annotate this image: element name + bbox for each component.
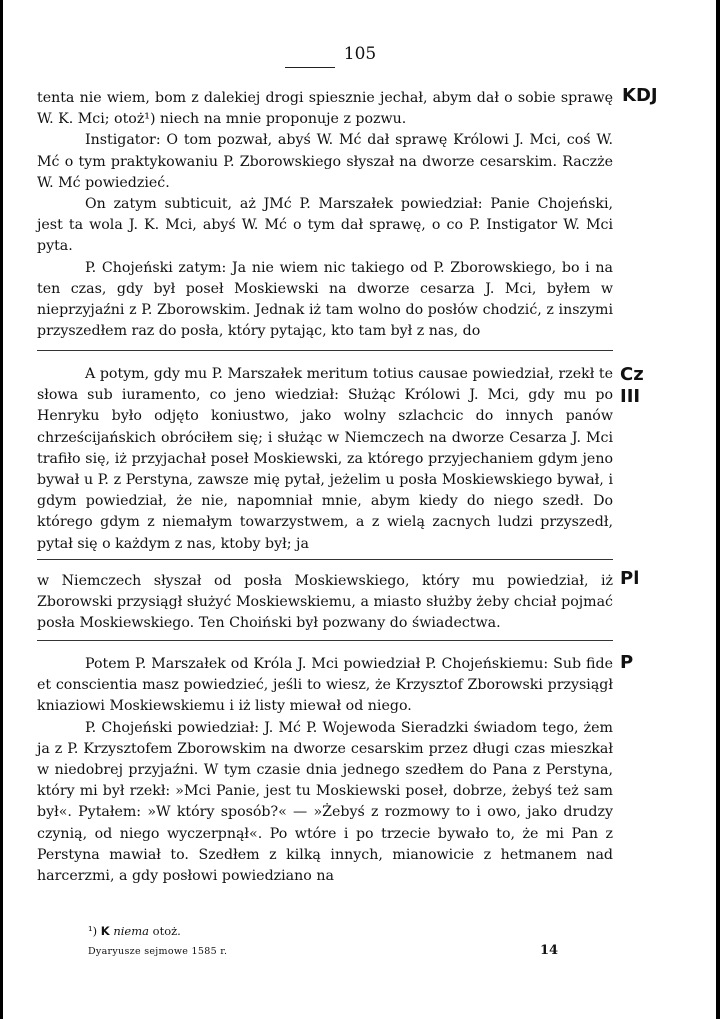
paragraph: Instigator: O tom pozwał, abyś W. Mć dał sprawę Królowi J. Mci, coś W. Mć o tym praktykowaniu P. Zborowskiego słyszał na dworze cesarskim. Raczże W. Mć powiedzieć. <box>37 132 613 191</box>
section-rule <box>37 350 613 351</box>
scan-edge-left <box>0 0 3 1019</box>
margin-siglum-p: P <box>620 652 634 673</box>
page-number-rule <box>285 67 335 68</box>
margin-siglum-iii: III <box>620 386 641 407</box>
text-block-2 <box>37 364 613 555</box>
margin-siglum-cz: Cz <box>620 364 644 385</box>
paragraph: A potym, gdy mu P. Marszałek meritum totius causae powiedział, rzekł te słowa sub iuramento, co jeno wiedział: Służąc Królowi J. Mci, gdy mu po Henryku było odjęto koniustwo, jako wolny szlachcic do innych panów chrześcijańskich obróciłem się; i służąc w Niemczech na dworze Cesarza J. Mci trafiło się, iż przyjachał poseł Moskiewski, za którego przyjechaniem gdym jeno bywał u P. z Perstyna, zawsze mię pytał, jeżelim u posła Moskiewskiego bywał, i gdym powiedział, że nie, napomniał mnie, abym kiedy do niego szedł. Do którego gdym z niemałym towarzystwem, a z wielą zacnych ludzi przyszedł, pytał się o każdym z nas, ktoby był; ja <box>37 366 613 552</box>
sheet-number: 14 <box>540 943 559 958</box>
paragraph: P. Chojeński powiedział: J. Mć P. Wojewoda Sieradzki świadom tego, żem ja z P. Krzysztofem Zborowskim na dworze cesarskim przez długi czas mieszkał w niedobrej przyjaźni. W tym czasie dnia jednego szedłem do Pana z Perstyna, który mi był rzekł: »Mci Panie, jest tu Moskiewski poseł, dobrze, żebyś też sam był«. Pytałem: »W który sposób?« — »Żebyś z rozmowy to i owo, jako drudzy czynią, od niego wyczerpnął«. Po wtóre i po trzecie bywało to, że mi Pan z Perstyna mawiał to. Szedłem z kilką innych, mianowicie z hetmanem nad harcerzmi, a gdy posłowi powiedziano na <box>37 719 613 885</box>
footnote <box>88 924 181 938</box>
paragraph: Potem P. Marszałek od Króla J. Mci powiedział P. Chojeńskiemu: Sub fide et conscientia masz powiedzieć, jeśli to wiesz, że Krzysztof Zborowski przysiągł kniaziowi Moskiewskiemu i iż listy miewał od niego. <box>37 656 613 715</box>
scan-edge-right <box>716 0 720 1019</box>
margin-siglum-kdj: KDJ <box>622 85 658 106</box>
footnote-marker: ¹) <box>88 924 98 938</box>
section-rule <box>37 559 613 560</box>
footnote-siglum: K <box>100 924 110 938</box>
text-block-4 <box>37 654 613 887</box>
paragraph: P. Chojeński zatym: Ja nie wiem nic takiego od P. Zborowskiego, bo i na ten czas, gdy był poseł Moskiewski na dworze cesarza J. Mci, byłem w nieprzyjaźni z P. Zborowskim. Jednak iż tam wolno do posłów chodzić, z inszymi przyszedłem raz do posła, który pytając, kto tam był z nas, do <box>37 259 613 340</box>
paragraph: On zatym subticuit, aż JMć P. Marszałek powiedział: Panie Chojeński, jest ta wola J. K. Mci, abyś W. Mć o tym dał sprawę, o co P. Instigator W. Mci pyta. <box>37 196 613 255</box>
paragraph: tenta nie wiem, bom z dalekiej drogi spiesznie jechał, abym dał o sobie sprawę W. K. Mci; otoż¹) niech na mnie proponuje z pozwu. <box>37 90 613 128</box>
section-rule <box>37 640 613 641</box>
imprint-line: Dyaryusze sejmowe 1585 r. <box>88 946 228 957</box>
text-block-3 <box>37 571 613 635</box>
text-block-1 <box>37 88 613 342</box>
margin-siglum-pl: Pl <box>620 568 640 589</box>
page-number: 105 <box>343 44 377 64</box>
footnote-text: otoż. <box>152 924 181 938</box>
footnote-italic: niema <box>113 924 149 938</box>
paragraph: w Niemczech słyszał od posła Moskiewskiego, który mu powiedział, iż Zborowski przysiągł służyć Moskiewskiemu, a miasto służby żeby chciał pojmać posła Moskiewskiego. Ten Choiński był pozwany do świadectwa. <box>37 573 613 632</box>
